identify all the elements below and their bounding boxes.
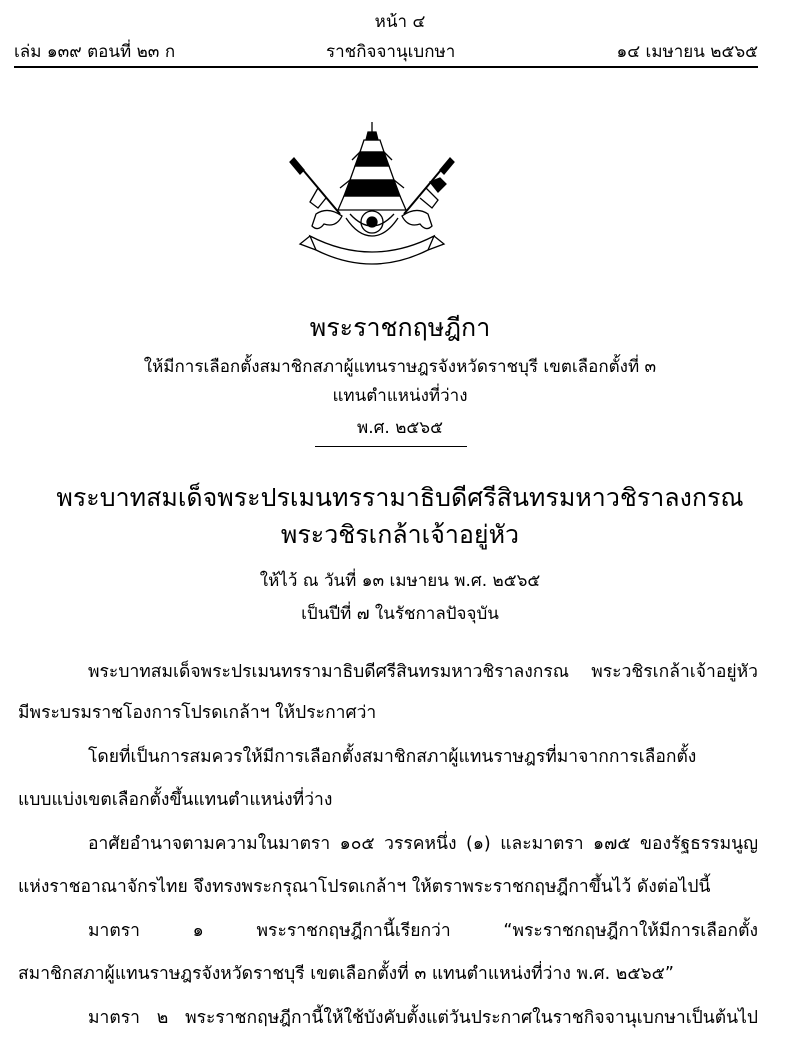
reign-year: เป็นปีที่ ๗ ในรัชกาลปัจจุบัน <box>301 604 499 624</box>
volume-issue: เล่ม ๑๓๙ ตอนที่ ๒๓ ก <box>14 42 176 62</box>
authority-line1: อาศัยอำนาจตามความในมาตรา ๑๐๕ วรรคหนึ่ง (๑) และมาตรา ๑๗๕ ของรัฐธรรมนูญ <box>88 834 758 854</box>
king-name-line1: พระบาทสมเด็จพระปรเมนทรรามาธิบดีศรีสินทรมหาวชิราลงกรณ <box>56 483 744 512</box>
section-1-line1: มาตรา ๑ พระราชกฤษฎีกานี้เรียกว่า “พระราชกฤษฎีกาให้มีการเลือกตั้ง <box>88 921 758 941</box>
preamble-line1: พระบาทสมเด็จพระปรเมนทรรามาธิบดีศรีสินทรมหาวชิราลงกรณ พระวชิรเกล้าเจ้าอยู่หัว <box>88 662 758 682</box>
title-year: พ.ศ. ๒๕๖๕ <box>357 418 443 438</box>
royal-emblem <box>288 118 456 266</box>
document-title: พระราชกฤษฎีกา <box>309 313 491 342</box>
reason-line1: โดยที่เป็นการสมควรให้มีการเลือกตั้งสมาชิกสภาผู้แทนราษฎรที่มาจากการเลือกตั้ง <box>88 747 697 767</box>
page-number: หน้า ๔ <box>374 12 426 32</box>
section-1-line2: สมาชิกสภาผู้แทนราษฎรจังหวัดราชบุรี เขตเลือกตั้งที่ ๓ แทนตำแหน่งที่ว่าง พ.ศ. ๒๕๖๕” <box>18 964 674 984</box>
title-subject-line2: แทนตำแหน่งที่ว่าง <box>332 386 468 406</box>
king-name-line2: พระวชิรเกล้าเจ้าอยู่หัว <box>280 520 520 549</box>
publication-name: ราชกิจจานุเบกษา <box>326 42 456 62</box>
preamble-line2: มีพระบรมราชโองการโปรดเกล้าฯ ให้ประกาศว่า <box>18 703 377 723</box>
title-rule <box>315 446 467 447</box>
title-subject-line1: ให้มีการเลือกตั้งสมาชิกสภาผู้แทนราษฎรจังหวัดราชบุรี เขตเลือกตั้งที่ ๓ <box>143 357 657 377</box>
given-date: ให้ไว้ ณ วันที่ ๑๓ เมษายน พ.ศ. ๒๕๖๕ <box>259 571 541 591</box>
section-2-line1: มาตรา ๒ พระราชกฤษฎีกานี้ให้ใช้บังคับตั้งแต่วันประกาศในราชกิจจานุเบกษาเป็นต้นไป <box>88 1008 758 1028</box>
reason-line2: แบบแบ่งเขตเลือกตั้งขึ้นแทนตำแหน่งที่ว่าง <box>18 790 333 810</box>
authority-line2: แห่งราชอาณาจักรไทย จึงทรงพระกรุณาโปรดเกล้าฯ ให้ตราพระราชกฤษฎีกาขึ้นไว้ ดังต่อไปนี้ <box>18 877 711 897</box>
issue-date: ๑๔ เมษายน ๒๕๖๕ <box>616 42 758 62</box>
header-rule <box>14 66 758 68</box>
